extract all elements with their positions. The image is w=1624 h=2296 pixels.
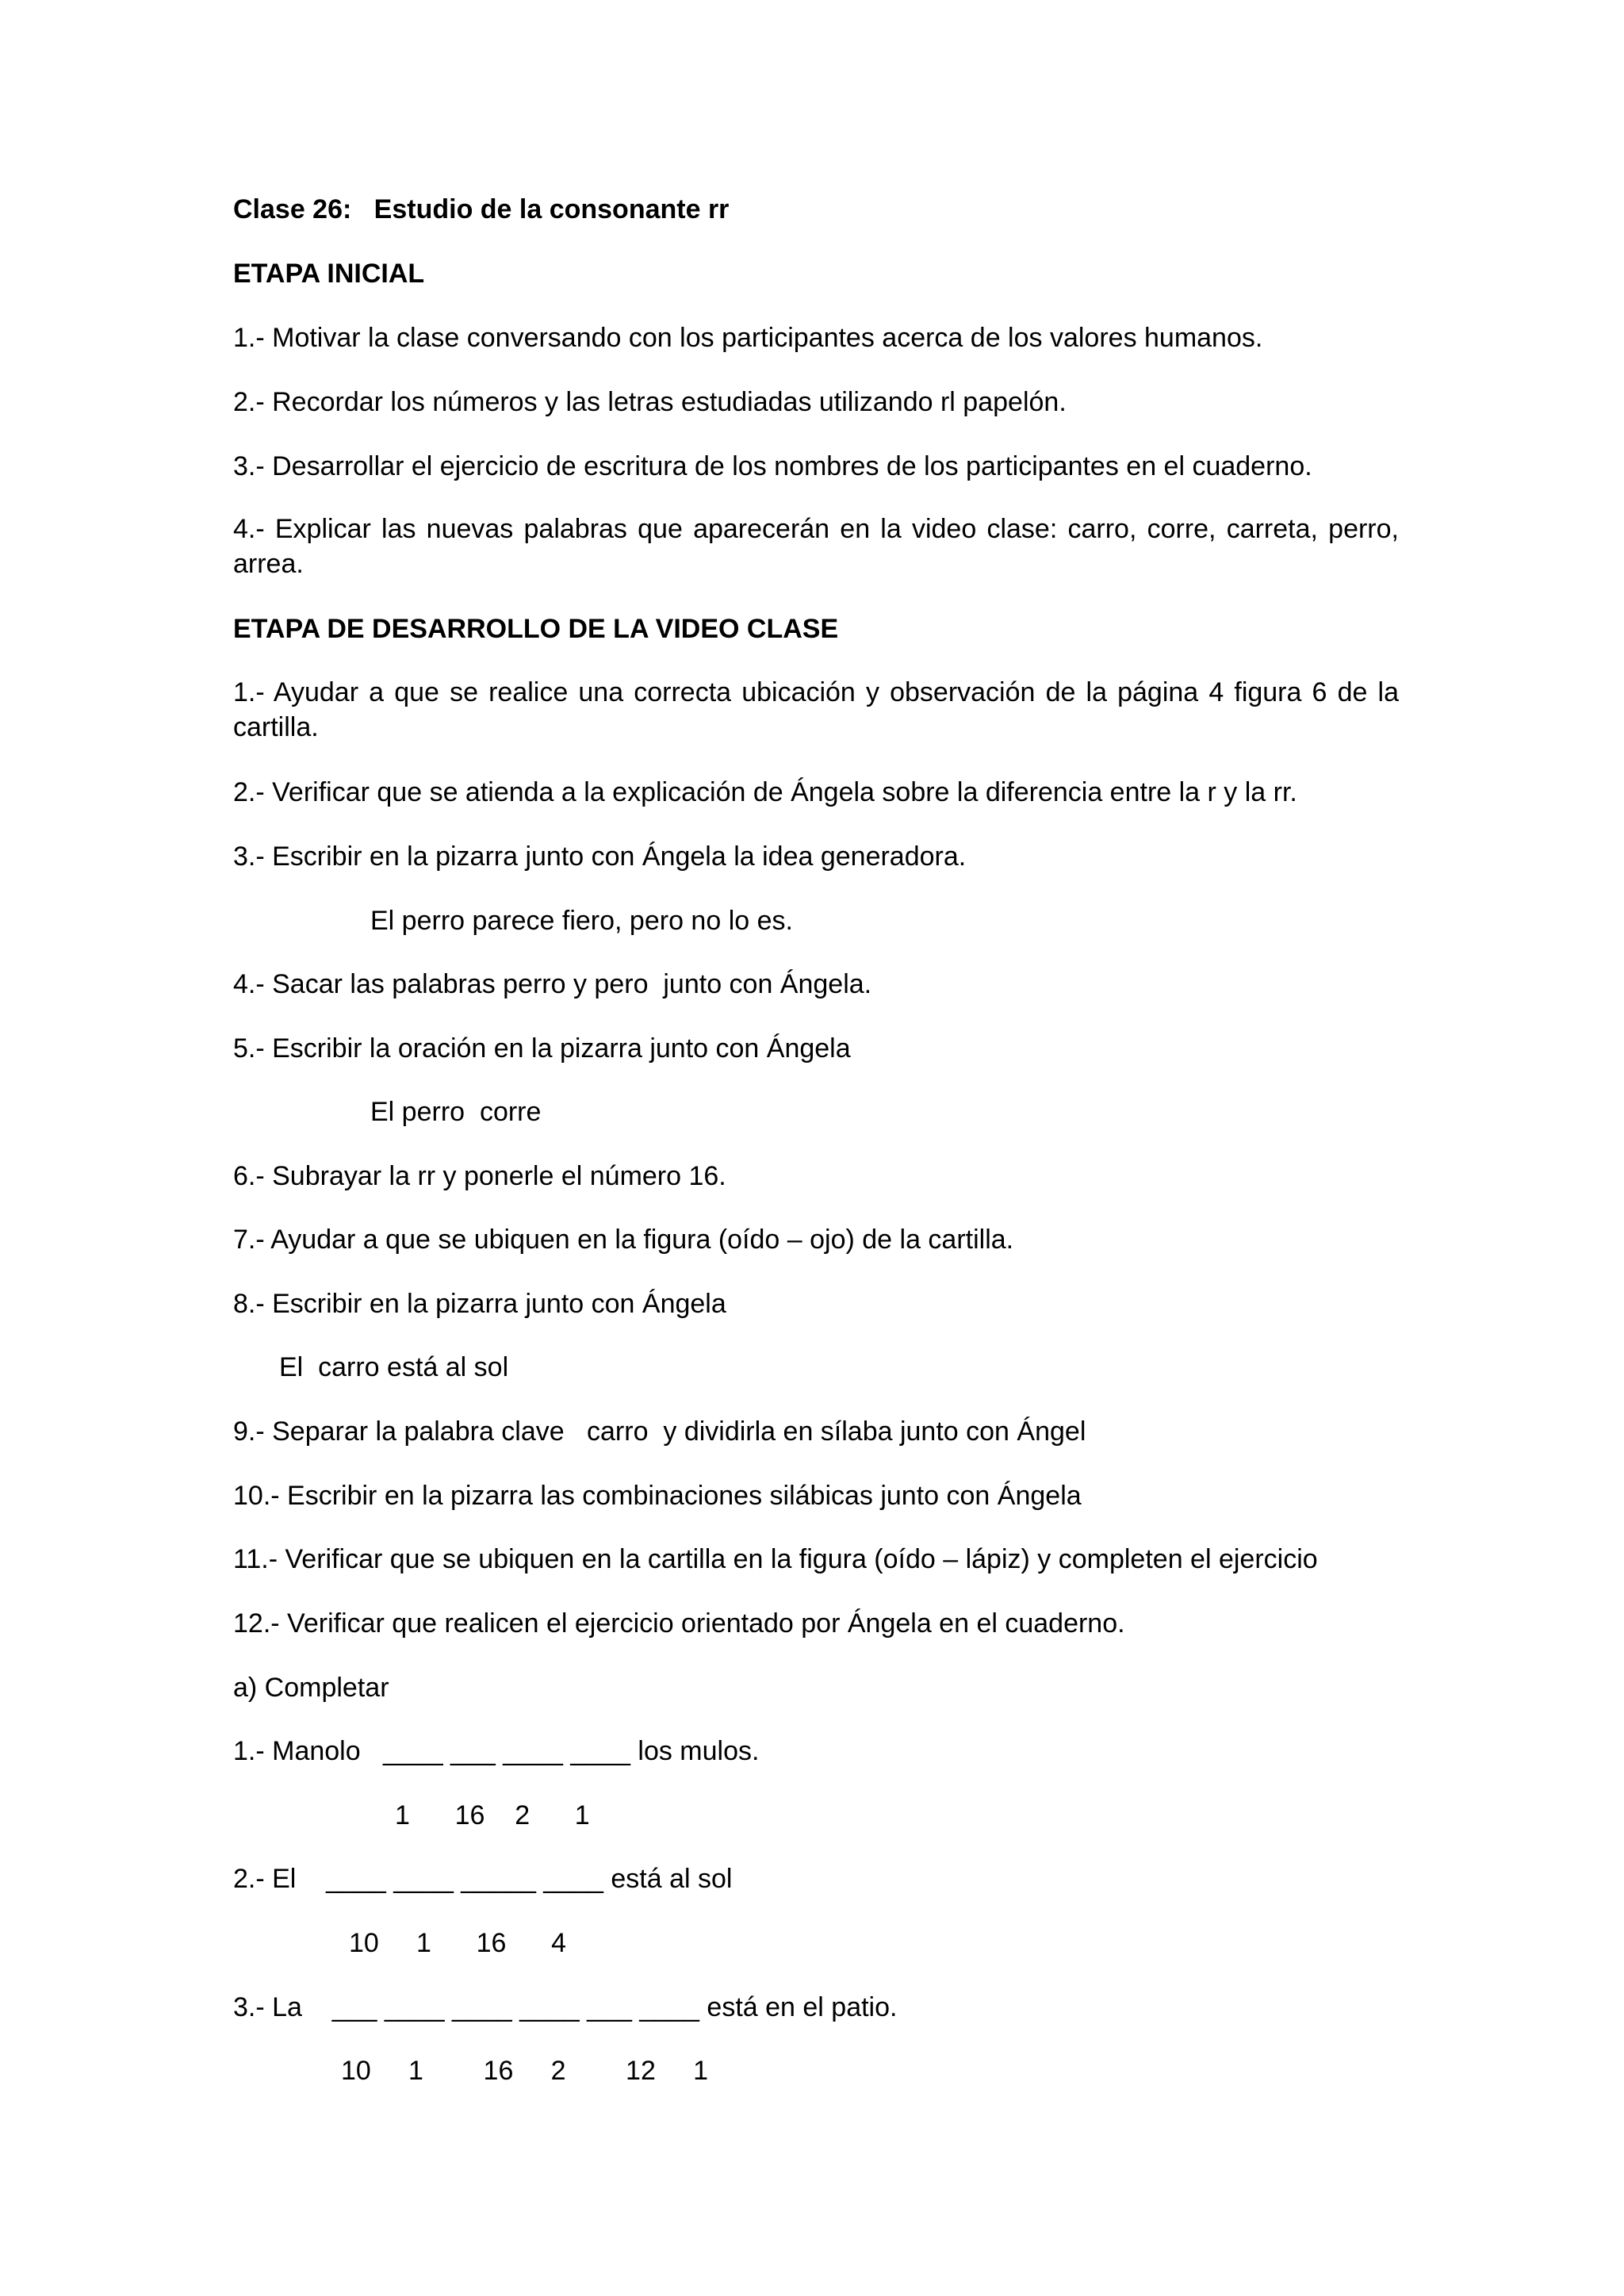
desarrollo-item: 11.- Verificar que se ubiquen en la cartilla en la figura (oído – lápiz) y completen el ejercicio xyxy=(233,1544,1318,1574)
page-title xyxy=(233,192,729,227)
exercise-numbers: 1 16 2 1 xyxy=(395,1800,590,1830)
heading-etapa-desarrollo: ETAPA DE DESARROLLO DE LA VIDEO CLASE xyxy=(233,614,839,644)
desarrollo-item: 3.- Escribir en la pizarra junto con Ángela la idea generadora. xyxy=(233,841,967,872)
exercise-line: 1.- Manolo ____ ___ ____ ____ los mulos. xyxy=(233,1736,760,1766)
desarrollo-item: 12.- Verificar que realicen el ejercicio orientado por Ángela en el cuaderno. xyxy=(233,1608,1125,1639)
inicial-item: 3.- Desarrollar el ejercicio de escritura de los nombres de los participantes en el cuaderno. xyxy=(233,451,1312,481)
exercise-line: 3.- La ___ ____ ____ ____ ___ ____ está en el patio. xyxy=(233,1992,898,2022)
inicial-item: 2.- Recordar los números y las letras estudiadas utilizando rl papelón. xyxy=(233,387,1067,417)
desarrollo-item: 5.- Escribir la oración en la pizarra junto con Ángela xyxy=(233,1033,851,1064)
example-sentence: El perro corre xyxy=(370,1097,542,1127)
heading-etapa-inicial: ETAPA INICIAL xyxy=(233,259,425,289)
title-prefix: Clase 26: xyxy=(233,194,352,224)
inicial-item: 4.- Explicar las nuevas palabras que aparecerán en la video clase: carro, corre, carreta, perro, arrea. xyxy=(233,514,1399,579)
desarrollo-item: 4.- Sacar las palabras perro y pero junto con Ángela. xyxy=(233,969,872,999)
exercise-line: 2.- El ____ ____ _____ ____ está al sol xyxy=(233,1864,733,1894)
desarrollo-item: 1.- Ayudar a que se realice una correcta ubicación y observación de la página 4 figura 6 de la cartilla. xyxy=(233,677,1399,742)
desarrollo-item: 8.- Escribir en la pizarra junto con Ángela xyxy=(233,1289,726,1319)
inicial-item: 1.- Motivar la clase conversando con los participantes acerca de los valores humanos. xyxy=(233,323,1263,353)
desarrollo-item: 7.- Ayudar a que se ubiquen en la figura (oído – ojo) de la cartilla. xyxy=(233,1225,1014,1255)
desarrollo-item: 2.- Verificar que se atienda a la explicación de Ángela sobre la diferencia entre la r y la rr. xyxy=(233,777,1297,807)
exercise-numbers: 10 1 16 4 xyxy=(349,1928,567,1958)
exercise-heading: a) Completar xyxy=(233,1673,389,1703)
desarrollo-item: 10.- Escribir en la pizarra las combinaciones silábicas junto con Ángela xyxy=(233,1481,1082,1511)
desarrollo-item: 9.- Separar la palabra clave carro y dividirla en sílaba junto con Ángel xyxy=(233,1416,1086,1447)
example-sentence: El carro está al sol xyxy=(279,1352,509,1382)
example-sentence: El perro parece fiero, pero no lo es. xyxy=(370,906,793,936)
desarrollo-item: 6.- Subrayar la rr y ponerle el número 16. xyxy=(233,1161,726,1191)
exercise-numbers: 10 1 16 2 12 1 xyxy=(341,2056,709,2086)
title-text: Estudio de la consonante rr xyxy=(373,194,730,224)
